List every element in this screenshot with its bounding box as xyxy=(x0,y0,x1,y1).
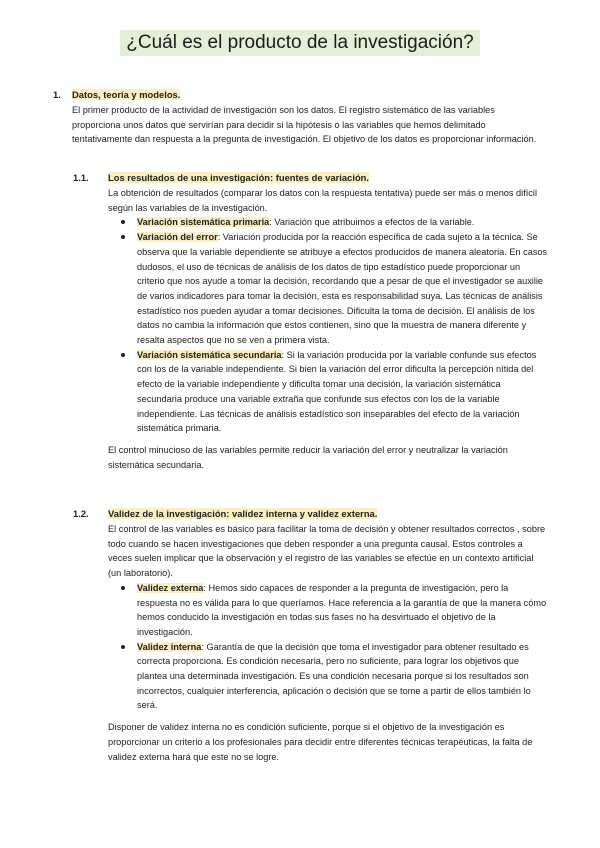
subsection-1-2-body xyxy=(108,522,548,764)
section-1-number: 1. xyxy=(53,89,61,100)
list-item-text: : Variación que atribuimos a efectos de la variable. xyxy=(269,217,475,228)
list-item-term: Validez interna xyxy=(137,641,202,652)
list-item xyxy=(108,215,548,230)
list-item-text: : Hemos sido capaces de responder a la pregunta de investigación, pero la respuesta no es válida para lo que queríamos. Hace referencia a la garantía de que la manera cómo hemos conducido la investigación en todas sus fases no ha desvirtuado el objetivo de la investigación. xyxy=(137,582,547,637)
subsection-1-1-closing: El control minucioso de las variables permite reducir la variación del error y neutralizar la variación sistemática secundaria. xyxy=(108,444,508,470)
list-item-term: Validez externa xyxy=(137,582,204,593)
list-item-term: Variación del error xyxy=(137,232,218,243)
subsection-1-1-body xyxy=(108,186,548,472)
subsection-1-2-title: Validez de la investigación: validez interna y validez externa. xyxy=(108,508,378,519)
subsection-1-1-number: 1.1. xyxy=(73,172,89,183)
list-item xyxy=(108,581,548,640)
subsection-1-1-title: Los resultados de una investigación: fuentes de variación. xyxy=(108,172,370,183)
section-1-intro: El primer producto de la actividad de investigación son los datos. El registro sistemático de las variables proporciona unos datos que servirían para decidir si la hipótesis o las variables que hemos delimitado tentativamente dan respuesta a la pregunta de investigación. El objetivo de los datos es proporcionar información. xyxy=(72,105,537,145)
section-1-title: Datos, teoría y modelos. xyxy=(72,89,181,100)
subsection-1-2-heading xyxy=(73,508,377,519)
title-container xyxy=(0,30,600,56)
list-item-term: Variación sistemática secundaria xyxy=(137,349,282,360)
list-item xyxy=(108,230,548,348)
subsection-1-2-number: 1.2. xyxy=(73,508,89,519)
list-item-text: : Garantía de que la decisión que toma el investigador para obtener resultado es correcta proporciona. Es condición necesaria, pero no suficiente, para lograr los objetivos que plantea una determinada investigación. Es una condición necesaria porque si los resultados son incorrectos, cualquier interferencia, aplicación o decisión que se tome a partir de ellos también lo será. xyxy=(137,641,531,711)
subsection-1-2-closing: Disponer de validez interna no es condición suficiente, porque si el objetivo de la investigación es proporcionar un criterio a los profesionales para decidir entre diferentes técnicas terapéuticas, la falta de validez externa hará que este no se logre. xyxy=(108,722,533,762)
section-1-heading xyxy=(53,89,180,100)
list-item xyxy=(108,348,548,436)
list-item xyxy=(108,640,548,714)
page-title: ¿Cuál es el producto de la investigación? xyxy=(120,30,479,56)
subsection-1-1-heading xyxy=(73,172,369,183)
subsection-1-1-intro: La obtención de resultados (comparar los datos con la respuesta tentativa) puede ser más o menos difícil según las variables de la investigación. xyxy=(108,188,537,213)
list-item-text: : Si la variación producida por la variable confunde sus efectos con los de la variable independiente. Si bien la variación del error dificulta la percepción nítida del efecto de la variable independiente y dificulta tomar una decisión, la variación sistemática secundaria produce una variable extraña que confunde sus efectos con los de la variable independiente. Las técnicas de análisis estadístico son inseparables del efecto de la variación sistemática primaria. xyxy=(137,349,537,434)
list-item-text: : Variación producida por la reacción específica de cada sujeto a la técnica. Se observa que la variable dependiente se atribuye a efectos producidos de manera aleatoria. En casos dudosos, el uso de técnicas de análisis de los datos de tipo estadístico puede proporcionar un criterio que nos ayude a tomar la decisión, recordando que a pesar de que el investigador se auxilie de varios indicadores para tomar la decisión, esta es responsabilidad suya. Las técnicas de análisis estadístico nos pueden ayudar a tomar decisiones. Dificulta la toma de decisión. El análisis de los datos no cambia la información que estos contienen, sino que la muestra de manera diferente y resalta aspectos que no se ven a primera vista. xyxy=(137,232,548,346)
subsection-1-2-list xyxy=(108,581,548,713)
subsection-1-2-intro: El control de las variables es básico para facilitar la toma de decisión y obtener resultados correctos , sobre todo cuando se hacen investigaciones que deben responder a una pregunta causal. Estos controles a veces suelen implicar que la observación y el registro de las variables se efectúe en un contexto artificial (un laboratorio). xyxy=(108,524,546,579)
list-item-term: Variación sistemática primaria xyxy=(137,217,270,228)
subsection-1-1-list xyxy=(108,215,548,436)
